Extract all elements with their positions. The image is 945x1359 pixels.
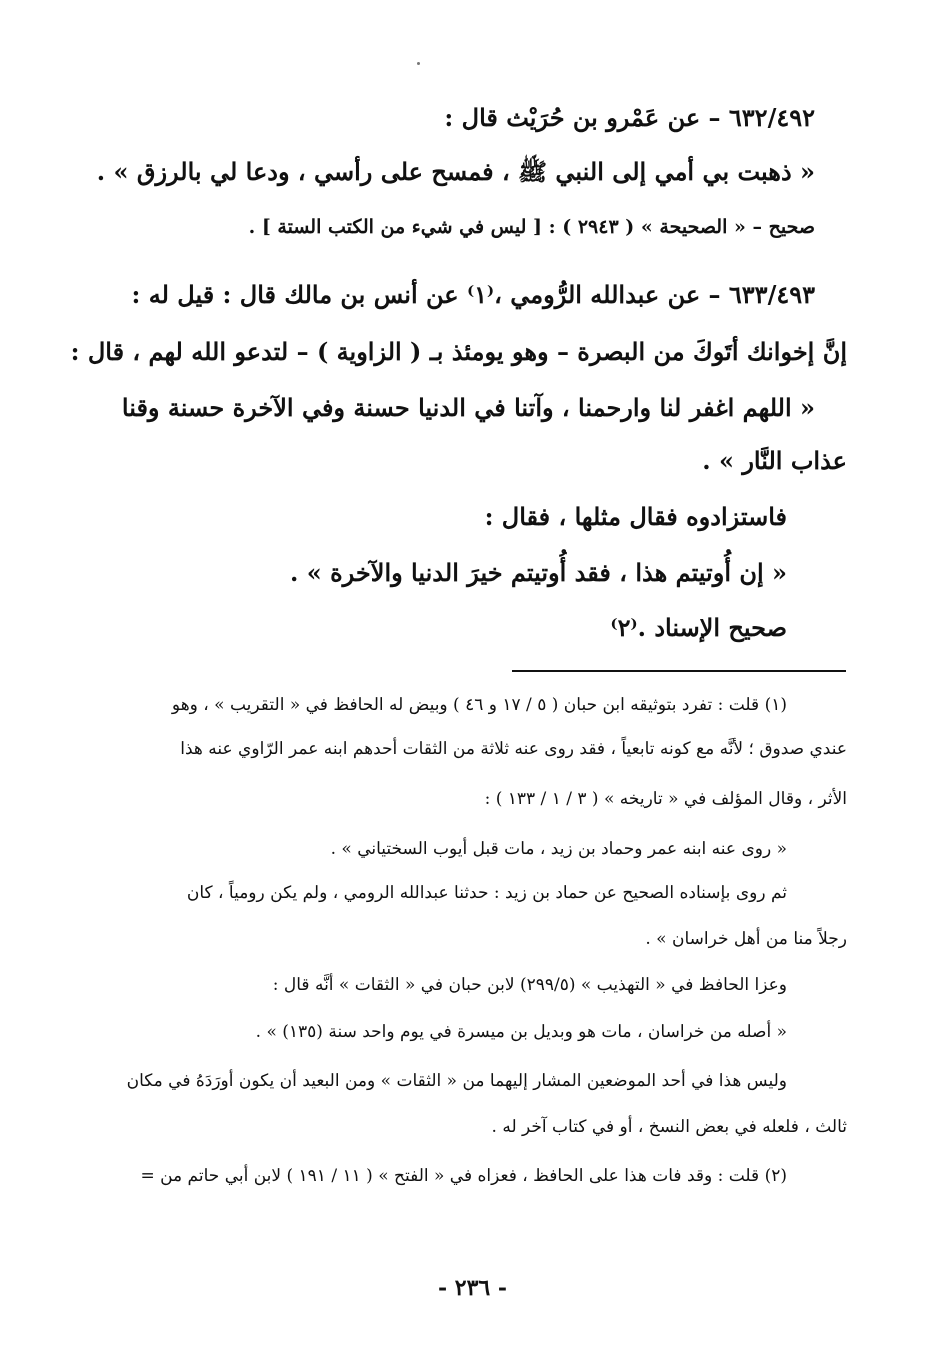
hadith-493-heading: ٦٣٣/٤٩٣ – عن عبدالله الرُّومي ،⁽١⁾ عن أنس بن مالك قال : قيل له : [131,280,815,309]
hadith-493-text-2: « اللهم اغفر لنا وارحمنا ، وآتنا في الدنيا حسنة وفي الآخرة حسنة وقنا [121,393,815,422]
hadith-493-grading: صحيح الإسناد .⁽٢⁾ [610,613,787,642]
footnote-1-line-2: عندي صدوق ؛ لأنَّه مع كونه تابعياً ، فقد روى عنه ثلاثة من الثقات أحدهم ابنه عمر الرّاوي عنه هذا [180,739,847,759]
footnote-separator [512,670,846,672]
footnote-1-line-4: « روى عنه ابنه عمر وحماد بن زيد ، مات قبل أيوب السختياني » . [330,839,787,859]
footnote-1-line-10: ثالث ، فلعله في بعض النسخ ، أو في كتاب آخر له . [491,1117,847,1137]
hadith-493-text-4: فاستزادوه فقال مثلها ، فقال : [484,502,787,531]
hadith-493-text-1: إنَّ إخوانك أتَوكَ من البصرة – وهو يومئذ بـ ( الزاوية ) – لتدعو الله لهم ، قال : [70,337,847,366]
hadith-493-text-5: « إن أُوتيتم هذا ، فقد أُوتيتم خيرَ الدنيا والآخرة » . [290,558,787,587]
footnote-1-line-9: وليس هذا في أحد الموضعين المشار إليهما من « الثقات » ومن البعيد أن يكون أورَدَهُ في مكان [126,1071,787,1091]
hadith-492-text: « ذهبت بي أمي إلى النبي ﷺ ، فمسح على رأسي ، ودعا لي بالرزق » . [96,157,815,186]
page-number: - ٢٣٦ - [437,1275,508,1301]
footnote-1-line-7: وعزا الحافظ في « التهذيب » (٢٩٩/٥) لابن حبان في « الثقات » أنَّه قال : [272,975,787,995]
page-speck [417,62,420,65]
footnote-2-line-1: (٢) قلت : وقد فات هذا على الحافظ ، فعزاه في « الفتح » ( ١١ / ١٩١ ) لابن أبي حاتم من = [140,1166,787,1186]
hadith-493-text-3: عذاب النَّار » . [702,446,847,475]
footnote-1-line-6: رجلاً منا من أهل خراسان » . [645,929,847,949]
footnote-1-line-3: الأثر ، وقال المؤلف في « تاريخه » ( ٣ / ١ / ١٣٣ ) : [484,789,847,809]
hadith-492-heading: ٦٣٢/٤٩٢ – عن عَمْرو بن حُرَيْث قال : [444,103,815,132]
hadith-492-grading: صحيح – « الصحيحة » ( ٢٩٤٣ ) : [ ليس في شيء من الكتب الستة ] . [248,216,815,238]
footnote-1-line-5: ثم روى بإسناده الصحيح عن حماد بن زيد : حدثنا عبدالله الرومي ، ولم يكن رومياً ، كان [186,883,787,903]
footnote-1-line-8: « أصله من خراسان ، مات هو وبديل بن ميسرة في يوم واحد سنة (١٣٥) » . [255,1022,787,1042]
footnote-1-line-1: (١) قلت : تفرد بتوثيقه ابن حبان ( ٥ / ١٧ و ٤٦ ) وبيض له الحافظ في « التقريب » ، وهو [171,695,787,715]
